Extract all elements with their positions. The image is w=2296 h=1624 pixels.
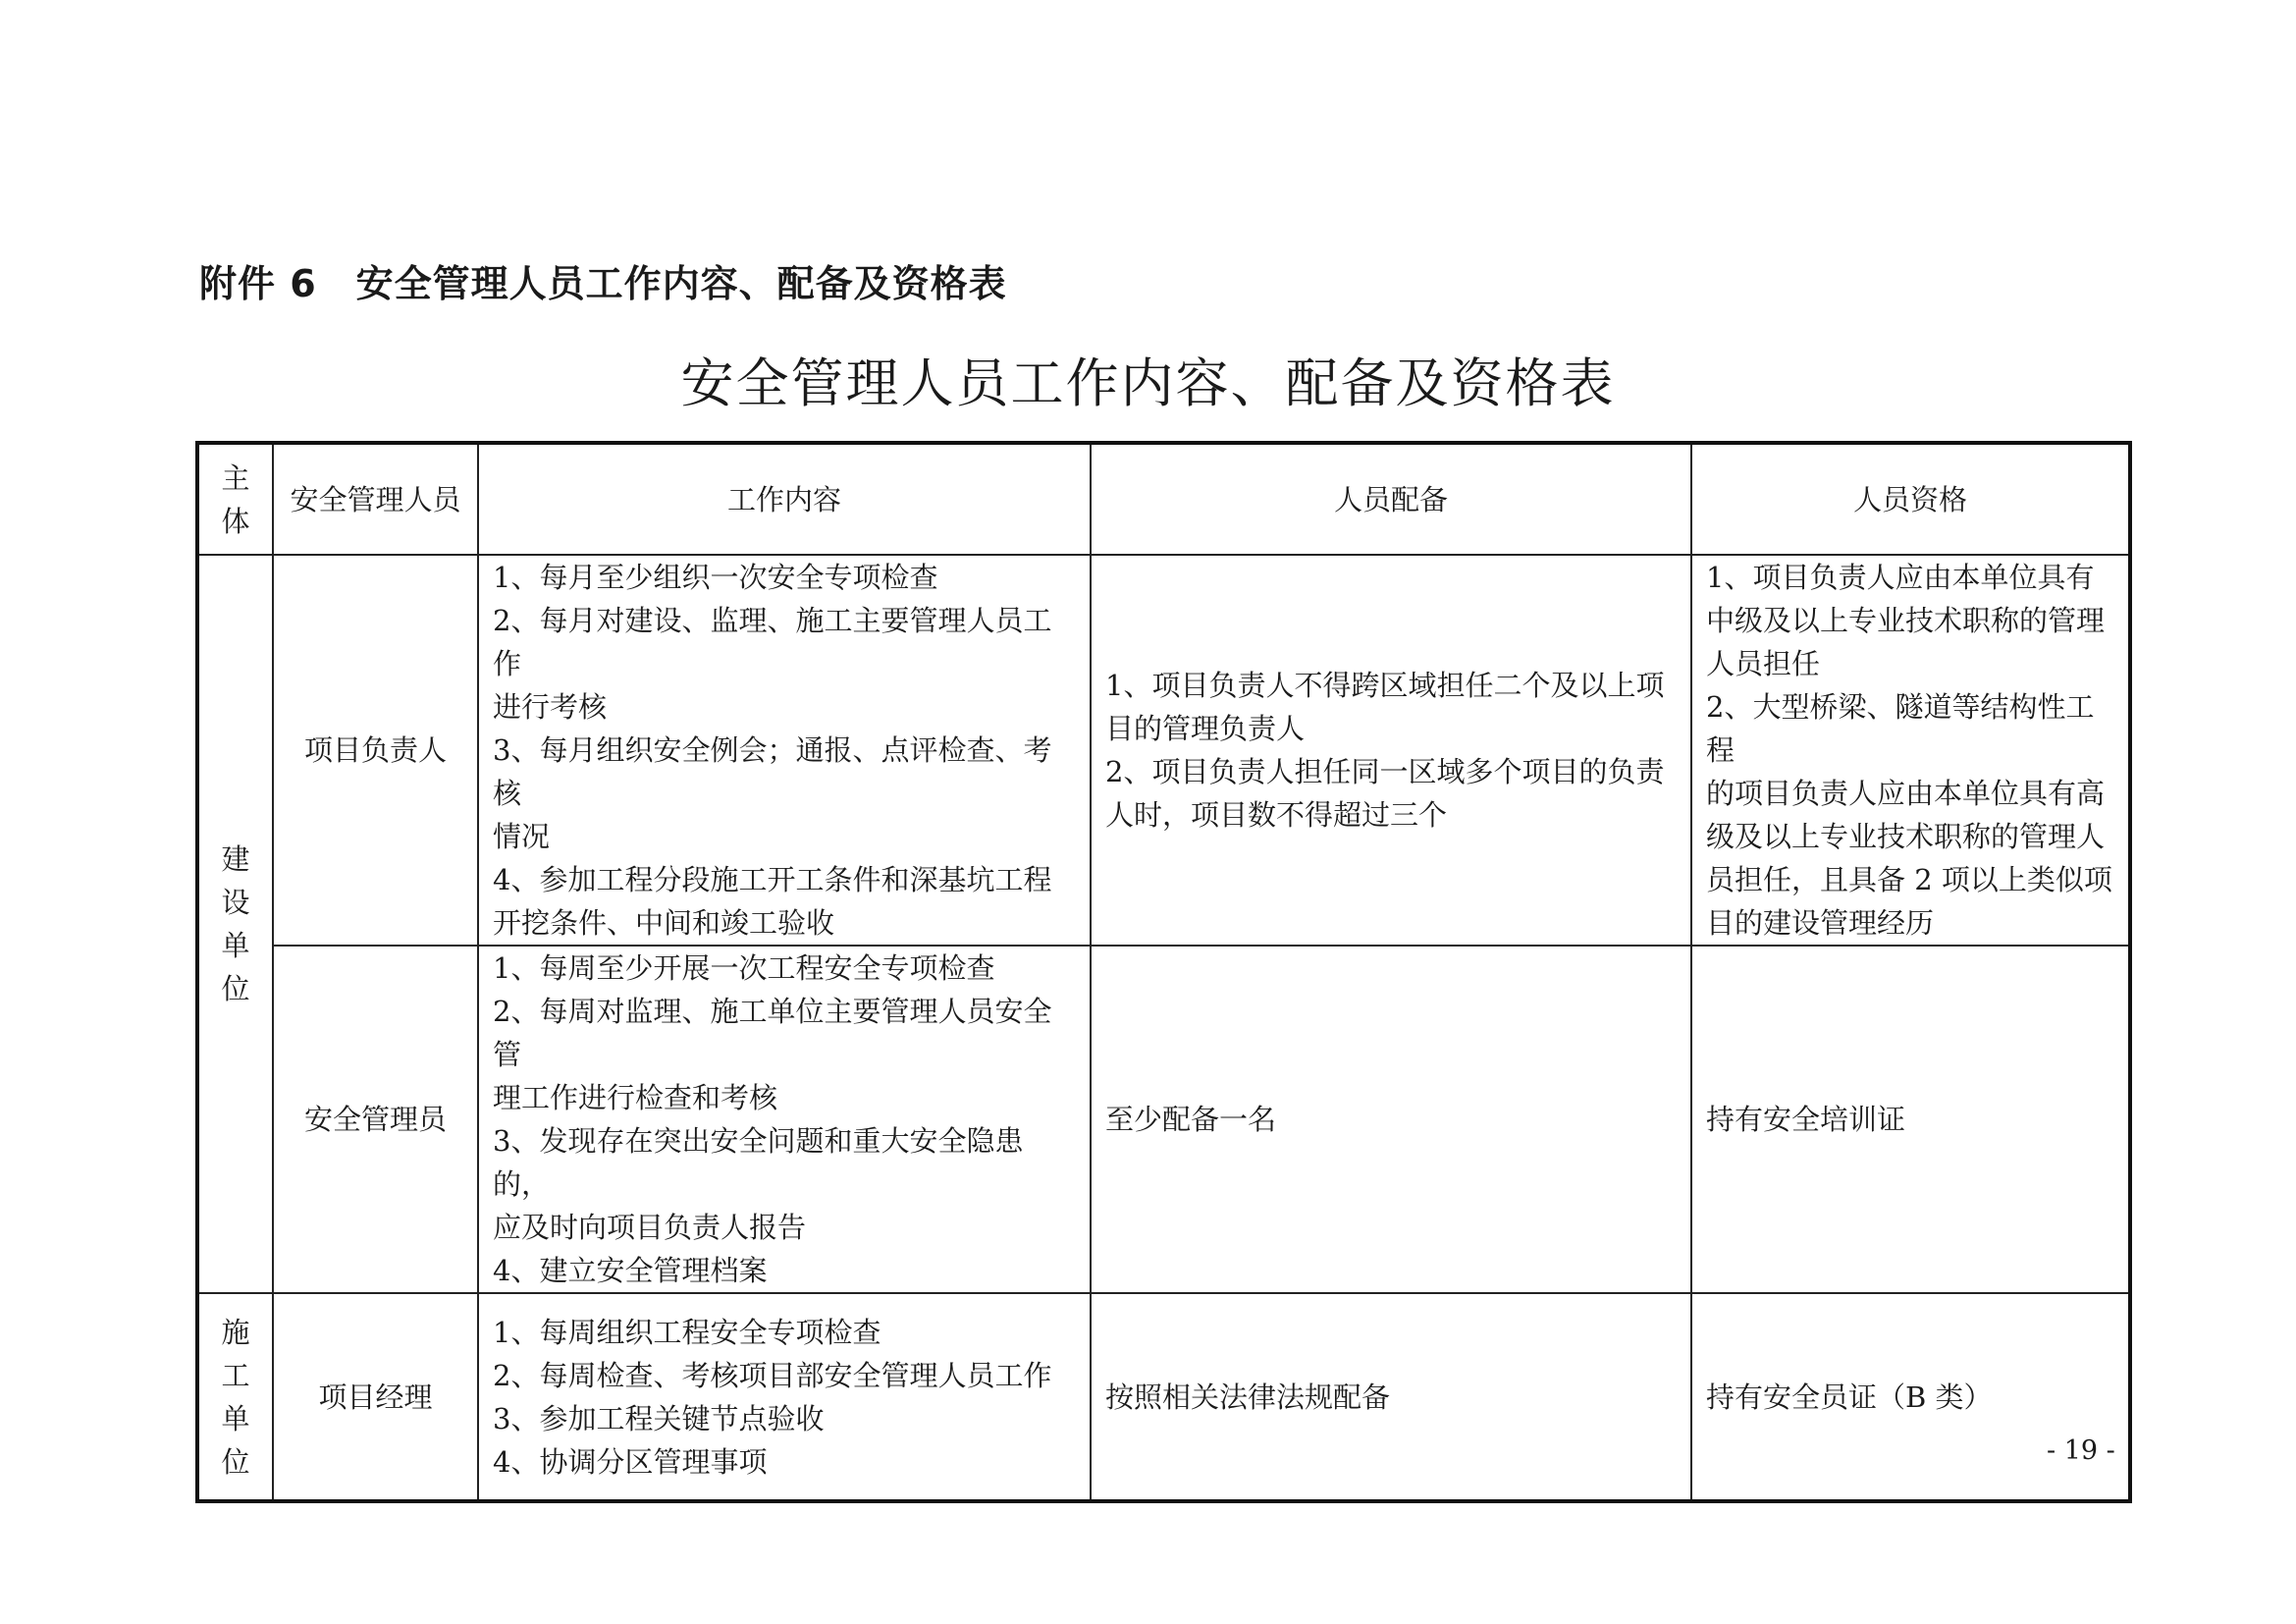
- subject-construction-unit: 建 设 单 位: [197, 555, 273, 1293]
- table-row: [197, 555, 2130, 946]
- header-qualification: 人员资格: [1691, 443, 2130, 555]
- role-project-leader: 项目负责人: [273, 555, 478, 946]
- staff-table: [195, 441, 2132, 1503]
- staffing-project-leader: 1、项目负责人不得跨区域担任二个及以上项 目的管理负责人 2、项目负责人担任同一区域多个项目的负责 人时，项目数不得超过三个: [1091, 555, 1691, 946]
- table-row: [197, 946, 2130, 1293]
- qualification-safety-officer: 持有安全培训证: [1691, 946, 2130, 1293]
- content-project-leader: 1、每月至少组织一次安全专项检查 2、每月对建设、监理、施工主要管理人员工作 进行考核 3、每月组织安全例会；通报、点评检查、考核 情况 4、参加工程分段施工开工条件和深基坑工程 开挖条件、中间和竣工验收: [478, 555, 1091, 946]
- qualification-project-manager: 持有安全员证（B 类）: [1691, 1293, 2130, 1501]
- annex-title-text: 安全管理人员工作内容、配备及资格表: [355, 262, 1007, 305]
- staffing-project-manager: 按照相关法律法规配备: [1091, 1293, 1691, 1501]
- table-header-row: [197, 443, 2130, 555]
- header-role: 安全管理人员: [273, 443, 478, 555]
- page-title: 安全管理人员工作内容、配备及资格表: [680, 352, 1616, 414]
- header-subject: 主 体: [197, 443, 273, 555]
- content-safety-officer: 1、每周至少开展一次工程安全专项检查 2、每周对监理、施工单位主要管理人员安全管 理工作进行检查和考核 3、发现存在突出安全问题和重大安全隐患的， 应及时向项目负责人报告 4、建立安全管理档案: [478, 946, 1091, 1293]
- annex-number: 附件 6: [199, 262, 317, 305]
- content-project-manager: 1、每周组织工程安全专项检查 2、每周检查、考核项目部安全管理人员工作 3、参加工程关键节点验收 4、协调分区管理事项: [478, 1293, 1091, 1501]
- table-row: [197, 1293, 2130, 1501]
- header-content: 工作内容: [478, 443, 1091, 555]
- role-safety-officer: 安全管理员: [273, 946, 478, 1293]
- staffing-safety-officer: 至少配备一名: [1091, 946, 1691, 1293]
- annex-heading: [199, 253, 1007, 307]
- subject-contractor-unit: 施 工 单 位: [197, 1293, 273, 1501]
- qualification-project-leader: 1、项目负责人应由本单位具有 中级及以上专业技术职称的管理 人员担任 2、大型桥梁、隧道等结构性工程 的项目负责人应由本单位具有高 级及以上专业技术职称的管理人 员担任，且具备 2 项以上类似项 目的建设管理经历: [1691, 555, 2130, 946]
- page-number: - 19 -: [2047, 1435, 2115, 1466]
- role-project-manager: 项目经理: [273, 1293, 478, 1501]
- header-staffing: 人员配备: [1091, 443, 1691, 555]
